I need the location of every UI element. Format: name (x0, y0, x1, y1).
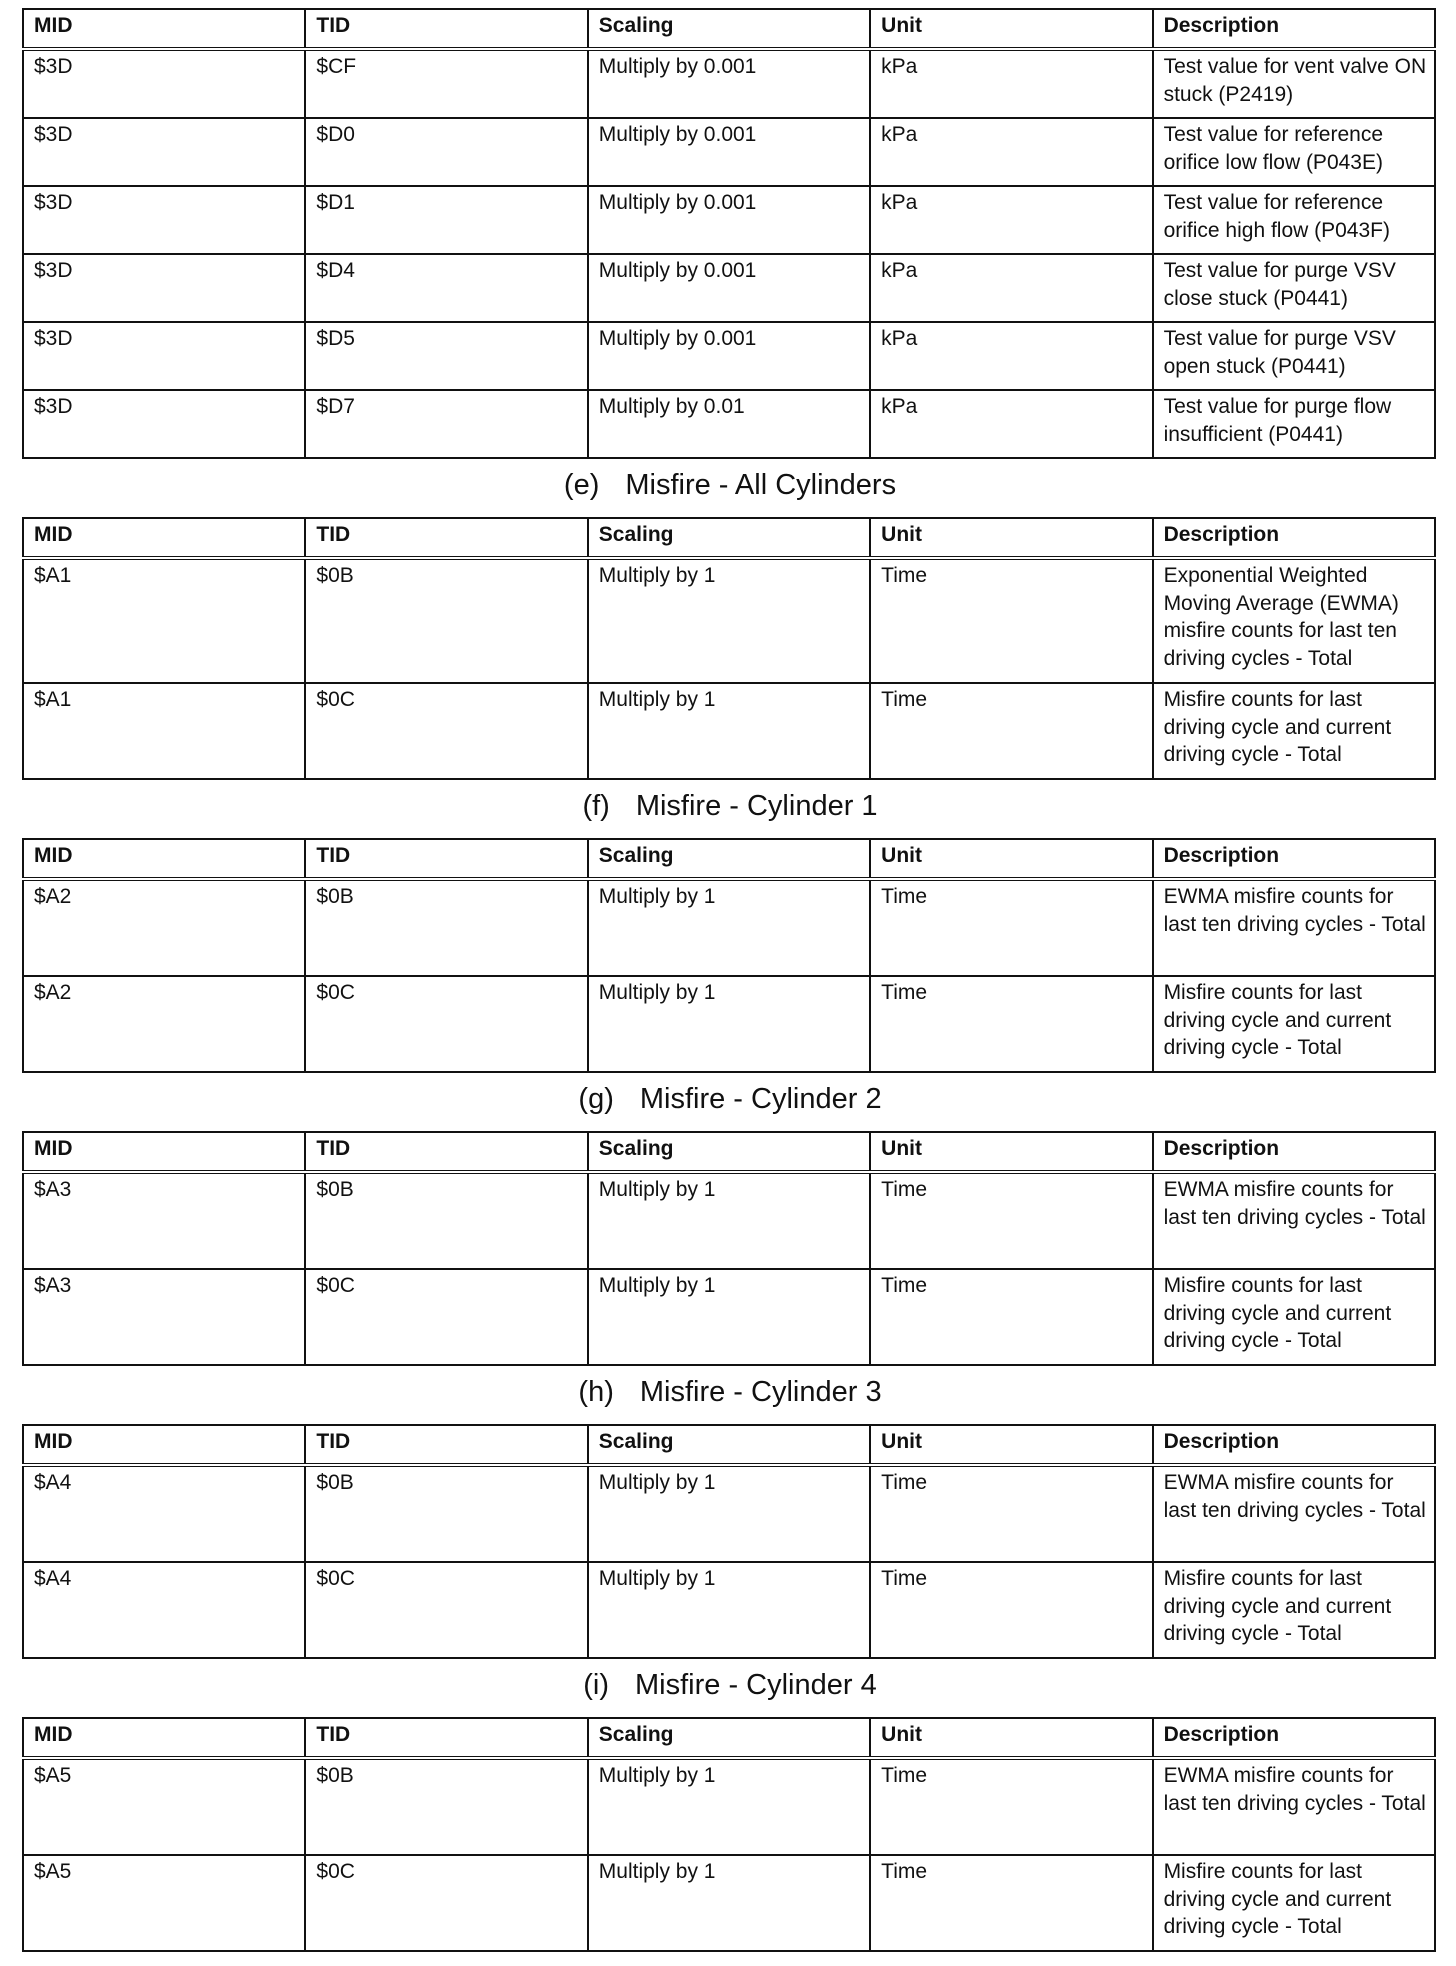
header-scaling: Scaling (588, 839, 870, 879)
cell-scaling: Multiply by 1 (588, 1172, 870, 1269)
header-mid: MID (23, 1132, 305, 1172)
cell-scaling: Multiply by 1 (588, 1758, 870, 1855)
header-unit: Unit (870, 1132, 1152, 1172)
table-row (23, 683, 1435, 779)
cell-unit: Time (870, 1172, 1152, 1269)
cell-mid: $A3 (23, 1172, 305, 1269)
cell-unit: kPa (870, 254, 1152, 322)
cell-tid: $D1 (305, 186, 587, 254)
header-mid: MID (23, 518, 305, 558)
cell-tid: $0B (305, 558, 587, 683)
table-row (23, 254, 1435, 322)
misfire-cylinder-2-table (22, 1131, 1436, 1366)
cell-description: Test value for purge VSV open stuck (P0441) (1153, 322, 1435, 390)
section-caption-i (22, 1659, 1438, 1717)
cell-scaling: Multiply by 1 (588, 879, 870, 976)
cell-unit: kPa (870, 322, 1152, 390)
header-mid: MID (23, 9, 305, 49)
cell-description: Misfire counts for last driving cycle and current driving cycle - Total (1153, 976, 1435, 1072)
caption-letter: (g) (578, 1083, 614, 1115)
table-row (23, 186, 1435, 254)
cell-tid: $0C (305, 1269, 587, 1365)
table-row (23, 1855, 1435, 1951)
cell-scaling: Multiply by 1 (588, 1855, 870, 1951)
cell-tid: $0B (305, 879, 587, 976)
cell-mid: $A5 (23, 1855, 305, 1951)
cell-description: EWMA misfire counts for last ten driving cycles - Total (1153, 1465, 1435, 1562)
misfire-cylinder-1-table (22, 838, 1436, 1073)
cell-tid: $0C (305, 1855, 587, 1951)
cell-description: Test value for reference orifice low flow (P043E) (1153, 118, 1435, 186)
cell-tid: $0B (305, 1758, 587, 1855)
cell-tid: $D4 (305, 254, 587, 322)
cell-mid: $A1 (23, 683, 305, 779)
table-row (23, 1269, 1435, 1365)
caption-title: Misfire - All Cylinders (625, 469, 897, 501)
cell-mid: $3D (23, 390, 305, 458)
cell-description: EWMA misfire counts for last ten driving cycles - Total (1153, 879, 1435, 976)
cell-scaling: Multiply by 1 (588, 976, 870, 1072)
header-description: Description (1153, 518, 1435, 558)
cell-description: Exponential Weighted Moving Average (EWMA) misfire counts for last ten driving cycles - Total (1153, 558, 1435, 683)
cell-mid: $A2 (23, 976, 305, 1072)
header-scaling: Scaling (588, 9, 870, 49)
cell-scaling: Multiply by 1 (588, 683, 870, 779)
header-mid: MID (23, 839, 305, 879)
cell-description: EWMA misfire counts for last ten driving cycles - Total (1153, 1172, 1435, 1269)
cell-mid: $A3 (23, 1269, 305, 1365)
caption-title: Misfire - Cylinder 2 (639, 1083, 882, 1115)
table-header-row (23, 518, 1435, 558)
header-description: Description (1153, 1425, 1435, 1465)
cell-tid: $D0 (305, 118, 587, 186)
cell-unit: Time (870, 1465, 1152, 1562)
caption-letter: (h) (578, 1376, 614, 1408)
header-description: Description (1153, 1132, 1435, 1172)
cell-description: Misfire counts for last driving cycle and current driving cycle - Total (1153, 683, 1435, 779)
header-tid: TID (305, 518, 587, 558)
cell-description: Test value for purge VSV close stuck (P0441) (1153, 254, 1435, 322)
cell-mid: $3D (23, 186, 305, 254)
cell-scaling: Multiply by 0.001 (588, 186, 870, 254)
table-row (23, 1758, 1435, 1855)
cell-tid: $D7 (305, 390, 587, 458)
cell-description: EWMA misfire counts for last ten driving cycles - Total (1153, 1758, 1435, 1855)
caption-letter: (e) (563, 469, 600, 501)
cell-tid: $0B (305, 1465, 587, 1562)
cell-description: Test value for reference orifice high flow (P043F) (1153, 186, 1435, 254)
table-row (23, 390, 1435, 458)
cell-scaling: Multiply by 1 (588, 558, 870, 683)
table-row (23, 879, 1435, 976)
cell-description: Test value for vent valve ON stuck (P2419) (1153, 49, 1435, 118)
cell-unit: kPa (870, 49, 1152, 118)
misfire-cylinder-4-table (22, 1717, 1436, 1952)
cell-unit: kPa (870, 118, 1152, 186)
header-description: Description (1153, 9, 1435, 49)
header-scaling: Scaling (588, 1425, 870, 1465)
cell-tid: $0B (305, 1172, 587, 1269)
table-row (23, 322, 1435, 390)
table-header-row (23, 1425, 1435, 1465)
table-row (23, 1172, 1435, 1269)
header-description: Description (1153, 839, 1435, 879)
cell-unit: Time (870, 683, 1152, 779)
cell-unit: Time (870, 1758, 1152, 1855)
header-tid: TID (305, 9, 587, 49)
header-mid: MID (23, 1718, 305, 1758)
cell-unit: kPa (870, 186, 1152, 254)
header-unit: Unit (870, 839, 1152, 879)
document-page (22, 8, 1438, 1952)
misfire-cylinder-3-table (22, 1424, 1436, 1659)
header-mid: MID (23, 1425, 305, 1465)
evap-test-table (22, 8, 1436, 459)
table-row (23, 976, 1435, 1072)
cell-scaling: Multiply by 1 (588, 1269, 870, 1365)
cell-mid: $3D (23, 322, 305, 390)
misfire-all-cylinders-table (22, 517, 1436, 780)
cell-unit: Time (870, 1855, 1152, 1951)
cell-scaling: Multiply by 0.001 (588, 254, 870, 322)
caption-title: Misfire - Cylinder 3 (639, 1376, 882, 1408)
cell-mid: $3D (23, 254, 305, 322)
cell-mid: $3D (23, 118, 305, 186)
section-caption-f (22, 780, 1438, 838)
header-scaling: Scaling (588, 1718, 870, 1758)
header-tid: TID (305, 1132, 587, 1172)
caption-letter: (f) (582, 790, 610, 822)
header-tid: TID (305, 1718, 587, 1758)
table-header-row (23, 1132, 1435, 1172)
caption-title: Misfire - Cylinder 4 (635, 1669, 877, 1701)
header-description: Description (1153, 1718, 1435, 1758)
cell-mid: $A4 (23, 1465, 305, 1562)
cell-mid: $3D (23, 49, 305, 118)
cell-scaling: Multiply by 0.001 (588, 118, 870, 186)
cell-scaling: Multiply by 0.01 (588, 390, 870, 458)
cell-tid: $D5 (305, 322, 587, 390)
cell-description: Test value for purge flow insufficient (P0441) (1153, 390, 1435, 458)
section-caption-g (22, 1073, 1438, 1131)
cell-unit: Time (870, 976, 1152, 1072)
section-caption-h (22, 1366, 1438, 1424)
cell-scaling: Multiply by 0.001 (588, 49, 870, 118)
cell-description: Misfire counts for last driving cycle and current driving cycle - Total (1153, 1855, 1435, 1951)
table-row (23, 1465, 1435, 1562)
cell-mid: $A4 (23, 1562, 305, 1658)
cell-mid: $A2 (23, 879, 305, 976)
cell-scaling: Multiply by 1 (588, 1465, 870, 1562)
caption-letter: (i) (583, 1669, 610, 1701)
cell-tid: $CF (305, 49, 587, 118)
cell-mid: $A5 (23, 1758, 305, 1855)
cell-unit: Time (870, 558, 1152, 683)
cell-unit: Time (870, 879, 1152, 976)
header-tid: TID (305, 839, 587, 879)
table-row (23, 1562, 1435, 1658)
table-row (23, 118, 1435, 186)
table-header-row (23, 1718, 1435, 1758)
header-unit: Unit (870, 9, 1152, 49)
cell-tid: $0C (305, 683, 587, 779)
table-header-row (23, 9, 1435, 49)
cell-scaling: Multiply by 1 (588, 1562, 870, 1658)
cell-unit: Time (870, 1562, 1152, 1658)
header-unit: Unit (870, 518, 1152, 558)
cell-mid: $A1 (23, 558, 305, 683)
header-unit: Unit (870, 1718, 1152, 1758)
table-row (23, 558, 1435, 683)
cell-tid: $0C (305, 1562, 587, 1658)
cell-unit: Time (870, 1269, 1152, 1365)
cell-scaling: Multiply by 0.001 (588, 322, 870, 390)
cell-unit: kPa (870, 390, 1152, 458)
header-scaling: Scaling (588, 1132, 870, 1172)
cell-description: Misfire counts for last driving cycle and current driving cycle - Total (1153, 1269, 1435, 1365)
header-unit: Unit (870, 1425, 1152, 1465)
caption-title: Misfire - Cylinder 1 (635, 790, 878, 822)
section-caption-e (22, 459, 1438, 517)
header-scaling: Scaling (588, 518, 870, 558)
cell-description: Misfire counts for last driving cycle and current driving cycle - Total (1153, 1562, 1435, 1658)
header-tid: TID (305, 1425, 587, 1465)
table-row (23, 49, 1435, 118)
table-header-row (23, 839, 1435, 879)
cell-tid: $0C (305, 976, 587, 1072)
